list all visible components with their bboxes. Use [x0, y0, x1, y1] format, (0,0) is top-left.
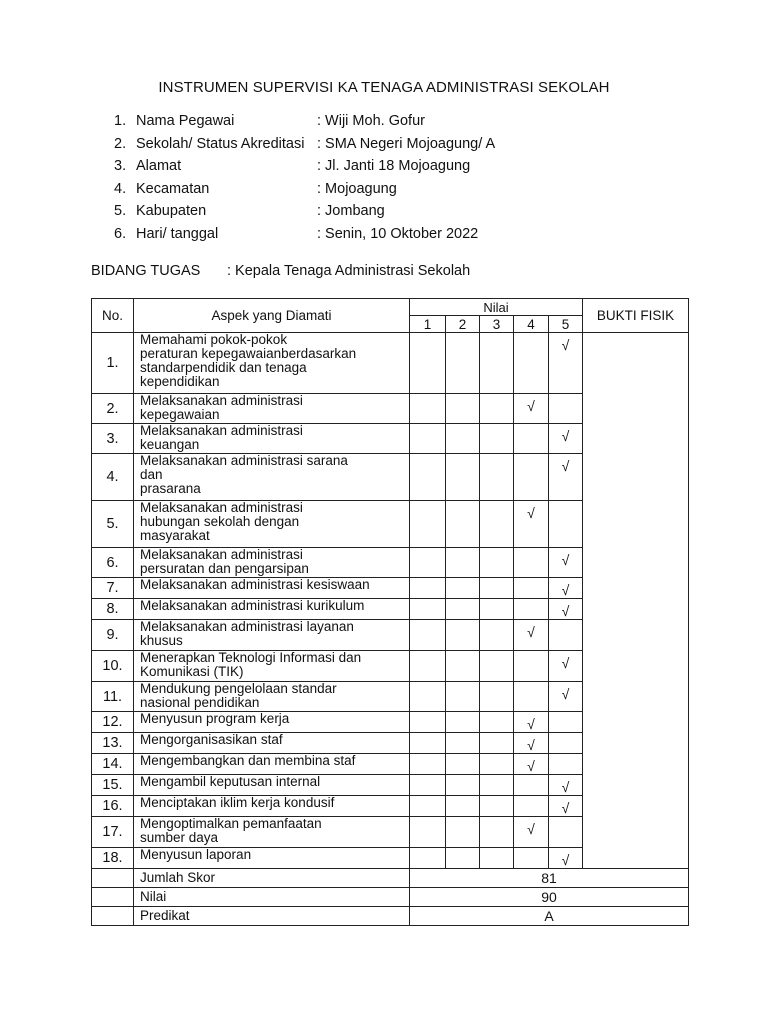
summary-value: A: [410, 907, 689, 926]
aspek-cell: [134, 733, 410, 754]
aspek-line: Mengambil keputusan internal: [140, 774, 321, 789]
score-cell-1: [410, 712, 446, 733]
aspek-cell: [134, 817, 410, 848]
score-cell-1: [410, 620, 446, 651]
check-mark-icon: √: [561, 428, 570, 444]
row-number: 17.: [92, 817, 134, 848]
check-mark-icon: √: [561, 686, 570, 702]
aspek-line: Melaksanakan administrasi layanan: [140, 619, 354, 634]
score-cell-1: [410, 599, 446, 620]
summary-label: Nilai: [134, 888, 410, 907]
score-cell-1: [410, 578, 446, 599]
info-value: : SMA Negeri Mojoagung/ A: [317, 135, 496, 152]
check-mark-icon: √: [561, 779, 570, 795]
header-bukti-fisik: BUKTI FISIK: [583, 299, 689, 333]
score-header: 1: [410, 316, 446, 333]
score-cell-4: [514, 848, 549, 869]
document-title: INSTRUMEN SUPERVISI KA TENAGA ADMINISTRASI SEKOLAH: [158, 79, 610, 96]
aspek-line: nasional pendidikan: [140, 695, 260, 710]
info-label: Sekolah/ Status Akreditasi: [136, 135, 305, 152]
score-cell-4: [514, 775, 549, 796]
row-number: 9.: [92, 620, 134, 651]
score-cell-2: [446, 454, 480, 501]
row-number: 7.: [92, 578, 134, 599]
score-cell-1: [410, 796, 446, 817]
bukti-fisik-cell: [583, 333, 689, 869]
score-cell-2: [446, 578, 480, 599]
score-cell-1: [410, 754, 446, 775]
score-cell-1: [410, 817, 446, 848]
aspek-line: kepegawaian: [140, 407, 220, 422]
score-cell-4: [514, 578, 549, 599]
score-cell-5: [549, 333, 583, 394]
info-row: [114, 203, 495, 226]
score-cell-5: [549, 424, 583, 454]
score-cell-1: [410, 333, 446, 394]
score-cell-1: [410, 848, 446, 869]
score-cell-3: [480, 775, 514, 796]
summary-value: 90: [410, 888, 689, 907]
score-cell-3: [480, 501, 514, 548]
score-cell-2: [446, 775, 480, 796]
row-number: 6.: [92, 548, 134, 578]
bidang-tugas: [91, 263, 470, 279]
check-mark-icon: √: [527, 624, 535, 640]
score-cell-2: [446, 712, 480, 733]
info-value: : Jl. Janti 18 Mojoagung: [317, 158, 471, 174]
score-cell-4: [514, 817, 549, 848]
row-number: 16.: [92, 796, 134, 817]
aspek-line: Mendukung pengelolaan standar: [140, 681, 337, 696]
info-label: Alamat: [136, 158, 182, 174]
score-cell-4: [514, 754, 549, 775]
aspek-line: Melaksanakan administrasi: [140, 423, 303, 438]
aspek-line: Menciptakan iklim kerja kondusif: [140, 795, 335, 810]
info-value: : Jombang: [317, 203, 385, 219]
aspek-line: Menyusun laporan: [140, 847, 252, 862]
aspek-line: masyarakat: [140, 528, 210, 543]
aspek-line: Mengorganisasikan staf: [140, 732, 283, 747]
aspek-cell: [134, 333, 410, 394]
score-cell-3: [480, 333, 514, 394]
score-cell-3: [480, 712, 514, 733]
aspek-line: standarpendidik dan tenaga: [140, 360, 307, 375]
table-row: [92, 333, 689, 394]
score-cell-3: [480, 754, 514, 775]
score-cell-3: [480, 599, 514, 620]
info-value: : Mojoagung: [317, 180, 397, 197]
row-number: 11.: [92, 682, 134, 712]
score-header: 4: [514, 316, 549, 333]
score-cell-3: [480, 682, 514, 712]
check-mark-icon: √: [527, 758, 535, 774]
aspek-cell: [134, 454, 410, 501]
aspek-line: Komunikasi (TIK): [140, 664, 244, 679]
aspek-cell: [134, 599, 410, 620]
bidang-value: : Kepala Tenaga Administrasi Sekolah: [227, 263, 471, 279]
aspek-line: Mengembangkan dan membina staf: [140, 753, 356, 768]
supervision-table: [91, 298, 689, 926]
aspek-line: Melaksanakan administrasi: [140, 547, 303, 562]
score-cell-1: [410, 394, 446, 424]
info-value: : Senin, 10 Oktober 2022: [317, 225, 479, 242]
info-number: 6.: [114, 225, 127, 242]
header-no: No.: [92, 299, 134, 333]
check-mark-icon: √: [561, 655, 570, 671]
score-cell-5: [549, 578, 583, 599]
info-label: Hari/ tanggal: [136, 225, 219, 242]
score-cell-4: [514, 733, 549, 754]
summary-value: 81: [410, 869, 689, 888]
score-cell-4: [514, 620, 549, 651]
aspek-cell: [134, 682, 410, 712]
score-cell-5: [549, 620, 583, 651]
score-cell-3: [480, 817, 514, 848]
score-cell-3: [480, 424, 514, 454]
score-cell-1: [410, 424, 446, 454]
score-cell-2: [446, 394, 480, 424]
header-aspek: Aspek yang Diamati: [134, 299, 410, 333]
score-cell-3: [480, 548, 514, 578]
bidang-label: BIDANG TUGAS: [91, 263, 201, 279]
score-cell-2: [446, 817, 480, 848]
row-number: 15.: [92, 775, 134, 796]
aspek-cell: [134, 424, 410, 454]
score-cell-1: [410, 651, 446, 682]
aspek-cell: [134, 651, 410, 682]
score-cell-2: [446, 548, 480, 578]
score-cell-5: [549, 733, 583, 754]
score-cell-2: [446, 333, 480, 394]
aspek-line: dan: [140, 467, 163, 482]
score-cell-5: [549, 599, 583, 620]
aspek-cell: [134, 548, 410, 578]
score-cell-5: [549, 754, 583, 775]
score-cell-4: [514, 796, 549, 817]
check-mark-icon: √: [561, 337, 570, 353]
score-header: 3: [480, 316, 514, 333]
info-number: 3.: [114, 158, 127, 174]
row-number: 3.: [92, 424, 134, 454]
score-cell-5: [549, 775, 583, 796]
summary-blank-cell: [92, 869, 134, 888]
info-number: 1.: [114, 113, 127, 129]
score-cell-5: [549, 682, 583, 712]
aspek-line: prasarana: [140, 481, 201, 496]
check-mark-icon: √: [561, 458, 570, 474]
score-cell-3: [480, 620, 514, 651]
score-cell-5: [549, 454, 583, 501]
aspek-cell: [134, 578, 410, 599]
score-cell-2: [446, 848, 480, 869]
row-number: 8.: [92, 599, 134, 620]
row-number: 14.: [92, 754, 134, 775]
score-cell-2: [446, 651, 480, 682]
row-number: 13.: [92, 733, 134, 754]
score-cell-5: [549, 501, 583, 548]
summary-blank-cell: [92, 888, 134, 907]
aspek-line: Melaksanakan administrasi kurikulum: [140, 598, 365, 613]
row-number: 12.: [92, 712, 134, 733]
score-cell-5: [549, 394, 583, 424]
aspek-line: Menerapkan Teknologi Informasi dan: [140, 650, 362, 665]
aspek-cell: [134, 620, 410, 651]
score-cell-5: [549, 712, 583, 733]
info-value: : Wiji Moh. Gofur: [317, 113, 425, 129]
score-cell-2: [446, 599, 480, 620]
check-mark-icon: √: [561, 800, 570, 816]
score-cell-3: [480, 848, 514, 869]
summary-row: [92, 869, 689, 888]
score-cell-4: [514, 501, 549, 548]
info-label: Nama Pegawai: [136, 113, 235, 129]
row-number: 2.: [92, 394, 134, 424]
score-cell-4: [514, 599, 549, 620]
summary-row: [92, 907, 689, 926]
aspek-line: persuratan dan pengarsipan: [140, 561, 309, 576]
score-header: 5: [549, 316, 583, 333]
row-number: 10.: [92, 651, 134, 682]
info-row: [114, 136, 495, 159]
score-cell-5: [549, 796, 583, 817]
aspek-line: Memahami pokok-pokok: [140, 332, 288, 347]
check-mark-icon: √: [527, 716, 535, 732]
check-mark-icon: √: [561, 552, 570, 568]
score-cell-2: [446, 620, 480, 651]
aspek-line: khusus: [140, 633, 183, 648]
info-row: [114, 113, 495, 136]
summary-row: [92, 888, 689, 907]
score-header: 2: [446, 316, 480, 333]
score-cell-5: [549, 848, 583, 869]
check-mark-icon: √: [527, 737, 535, 753]
check-mark-icon: √: [561, 603, 570, 619]
summary-label: Predikat: [134, 907, 410, 926]
score-cell-2: [446, 754, 480, 775]
score-cell-5: [549, 651, 583, 682]
info-label: Kecamatan: [136, 180, 210, 197]
score-cell-4: [514, 651, 549, 682]
score-cell-4: [514, 333, 549, 394]
summary-blank-cell: [92, 907, 134, 926]
score-cell-3: [480, 796, 514, 817]
row-number: 1.: [92, 333, 134, 394]
score-cell-1: [410, 454, 446, 501]
aspek-cell: [134, 712, 410, 733]
row-number: 5.: [92, 501, 134, 548]
check-mark-icon: √: [527, 505, 535, 521]
aspek-line: Mengoptimalkan pemanfaatan: [140, 816, 322, 831]
check-mark-icon: √: [527, 821, 535, 837]
info-number: 5.: [114, 203, 127, 219]
score-cell-2: [446, 424, 480, 454]
aspek-line: sumber daya: [140, 830, 219, 845]
score-cell-3: [480, 394, 514, 424]
score-cell-4: [514, 424, 549, 454]
check-mark-icon: √: [561, 852, 570, 868]
score-cell-4: [514, 548, 549, 578]
aspek-line: peraturan kepegawaianberdasarkan: [140, 346, 357, 361]
score-cell-1: [410, 775, 446, 796]
aspek-cell: [134, 754, 410, 775]
aspek-line: Melaksanakan administrasi: [140, 393, 303, 408]
aspek-cell: [134, 775, 410, 796]
header-nilai: Nilai: [410, 299, 583, 316]
score-cell-1: [410, 682, 446, 712]
score-cell-4: [514, 682, 549, 712]
info-number: 2.: [114, 135, 127, 152]
score-cell-5: [549, 817, 583, 848]
score-cell-3: [480, 733, 514, 754]
score-cell-2: [446, 682, 480, 712]
aspek-cell: [134, 394, 410, 424]
aspek-line: Melaksanakan administrasi sarana: [140, 453, 348, 468]
score-cell-3: [480, 651, 514, 682]
score-cell-1: [410, 548, 446, 578]
score-cell-5: [549, 548, 583, 578]
aspek-line: Melaksanakan administrasi: [140, 500, 303, 515]
row-number: 18.: [92, 848, 134, 869]
aspek-line: hubungan sekolah dengan: [140, 514, 300, 529]
employee-info-list: [114, 113, 495, 248]
info-row: [114, 226, 495, 249]
check-mark-icon: √: [527, 398, 535, 414]
score-cell-1: [410, 501, 446, 548]
score-cell-2: [446, 796, 480, 817]
check-mark-icon: √: [561, 582, 570, 598]
score-cell-2: [446, 501, 480, 548]
aspek-line: Menyusun program kerja: [140, 711, 290, 726]
score-cell-4: [514, 454, 549, 501]
aspek-line: kependidikan: [140, 374, 220, 389]
score-cell-3: [480, 454, 514, 501]
row-number: 4.: [92, 454, 134, 501]
aspek-cell: [134, 501, 410, 548]
info-label: Kabupaten: [136, 203, 207, 219]
info-row: [114, 158, 495, 181]
aspek-cell: [134, 848, 410, 869]
info-row: [114, 181, 495, 204]
aspek-line: Melaksanakan administrasi kesiswaan: [140, 577, 370, 592]
info-number: 4.: [114, 180, 127, 197]
score-cell-4: [514, 394, 549, 424]
aspek-line: keuangan: [140, 437, 200, 452]
aspek-cell: [134, 796, 410, 817]
summary-label: Jumlah Skor: [134, 869, 410, 888]
score-cell-3: [480, 578, 514, 599]
score-cell-1: [410, 733, 446, 754]
table-body: [92, 333, 689, 926]
score-cell-4: [514, 712, 549, 733]
score-cell-2: [446, 733, 480, 754]
